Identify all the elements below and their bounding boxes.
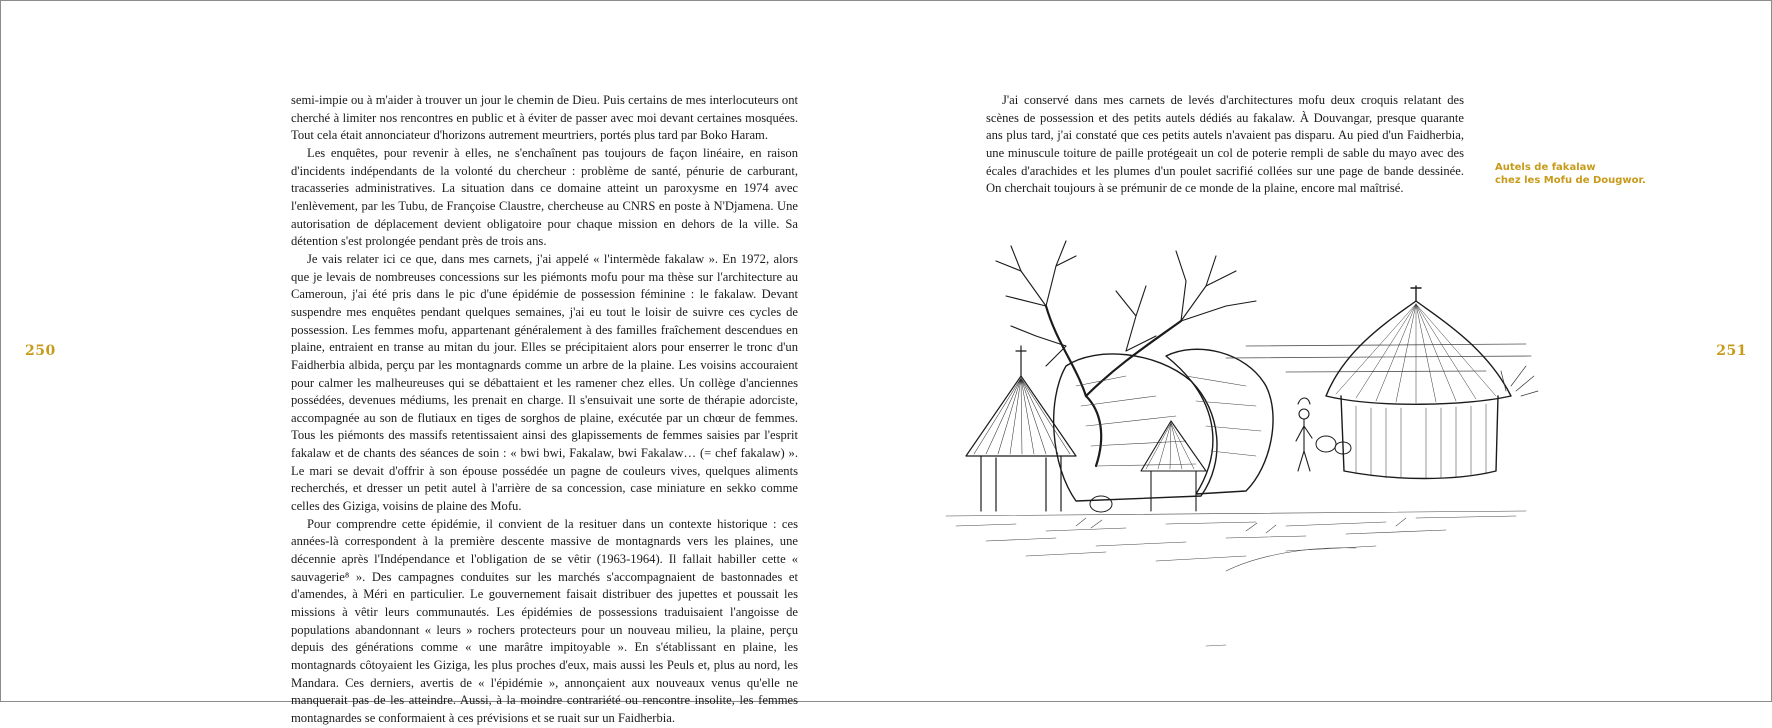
sketch-illustration	[926, 226, 1546, 656]
right-text-column	[986, 92, 1464, 198]
paragraph-4: Pour comprendre cette épidémie, il convient de la resituer dans un contexte historique : ces années-là correspondent à la première descente massive de montagnards vers les plaines, une décennie après l'Indépendance et l'obligation de se vêtir (1963-1964). Il fallait habiller cette « sauvagerie⁸ ». Des campagnes conduites sur les marchés s'accompagnaient de bastonnades et d'amendes, à Méri en particulier. Le gouvernement faisait distribuer des jupettes et poussait les missions à vêtir leurs communautés. Les épidémies de possessions traduisaient l'angoisse de populations abandonnant « leurs » rochers protecteurs pour un nouveau milieu, la plaine, perçu depuis des générations comme « une marâtre impitoyable ». En s'établissant en plaine, les montagnards côtoyaient les Giziga, les plus proches d'eux, mais aussi les Peuls et, plus au nord, les Mandara. Ces derniers, avertis de « l'épidémie », annonçaient aux nouveaux venus qu'elle ne manquerait pas de les atteindre. Aussi, à la moindre contrariété ou rencontre insolite, les femmes montagnardes se conformaient à ces prévisions et se ruait sur un Faidherbia.	[291, 516, 798, 725]
caption-line-2: chez les Mofu de Dougwor.	[1495, 175, 1646, 186]
right-page	[886, 1, 1771, 701]
paragraph-3: Je vais relater ici ce que, dans mes carnets, j'ai appelé « l'intermède fakalaw ». En 1972, alors que je levais de nombreuses concessions sur les piémonts mofu pour ma thèse sur l'architecture au Cameroun, j'ai été pris dans le pic d'une épidémie de possession féminine : le fakalaw. Devant suspendre mes enquêtes pendant quelques semaines, j'ai eu tout le loisir de suivre ces cycles de possession. Les femmes mofu, appartenant généralement à des familles fraîchement descendues en plaine, entraient en transe au mitan du jour. Elles se précipitaient alors pour enserrer le tronc d'un Faidherbia albida, perçu par les montagnards comme un arbre de la plaine. Les voisins accouraient pour calmer les malheureuses qui se débattaient et les ramener chez elles. Un collège d'anciennes possédées, devenues médiums, les prenait en charge. Il s'ensuivait une sorte de thérapie adorciste, accompagnée au son de flutiaux en tiges de sorghos de plaine, exécutée par un chœur de femmes. Tous les piémonts des massifs retentissaient ainsi des glapissements de femmes saisies par l'esprit fakalaw et de chants des séances de soin : « bwi bwi, Fakalaw, bwi Fakalaw… (= chef fakalaw) ». Le mari se devait d'offrir à son épouse possédée un pagne de couleurs vives, quelques aliments recherchés, et dresser un petit autel à l'arrière de sa concession, case miniature en sekko comme celles des Giziga, voisins de plaine des Mofu.	[291, 251, 798, 514]
page-number-right: 251	[1716, 343, 1747, 359]
paragraph-2: Les enquêtes, pour revenir à elles, ne s'enchaînent pas toujours de façon linéaire, en raison d'incidents indépendants de la volonté du chercheur : problème de santé, pénurie de carburant, tracasseries administratives. La situation dans ce domaine atteint un paroxysme en 1974 avec l'enlèvement, par les Tubu, de Françoise Claustre, chercheuse au CNRS en poste à N'Djamena. Une autorisation de déplacement devient obligatoire pour chaque mission en dehors de la ville. Sa détention s'est prolongée pendant près de trois ans.	[291, 145, 798, 249]
paragraph-right: J'ai conservé dans mes carnets de levés d'architectures mofu deux croquis relatant des scènes de possession et des petits autels dédiés au fakalaw. À Douvangar, presque quarante ans plus tard, j'ai constaté que ces petits autels n'avaient pas disparu. Au pied d'un Faidherbia, une minuscule toiture de paille protégeait un col de poterie rempli de sable du mayo avec des écales d'arachides et les plumes d'un poulet sacrifié collées sur une page de bande dessinée. On cherchait toujours à se prémunir de ce monde de la plaine, encore mal maîtrisé.	[986, 93, 1464, 196]
caption-line-1: Autels de fakalaw	[1495, 162, 1596, 173]
village-sketch-image	[926, 226, 1546, 656]
paragraph-1: semi-impie ou à m'aider à trouver un jour le chemin de Dieu. Puis certains de mes interlocuteurs ont cherché à limiter nos rencontres en public et à éviter de passer avec moi devant certaines mosquées. Tout cela était annonciateur d'horizons autrement meurtriers, portés plus tard par Boko Haram.	[291, 93, 798, 143]
page-number-left: 250	[25, 343, 56, 359]
left-page	[1, 1, 886, 725]
left-text-column	[291, 92, 798, 728]
figure-caption	[1495, 161, 1655, 187]
